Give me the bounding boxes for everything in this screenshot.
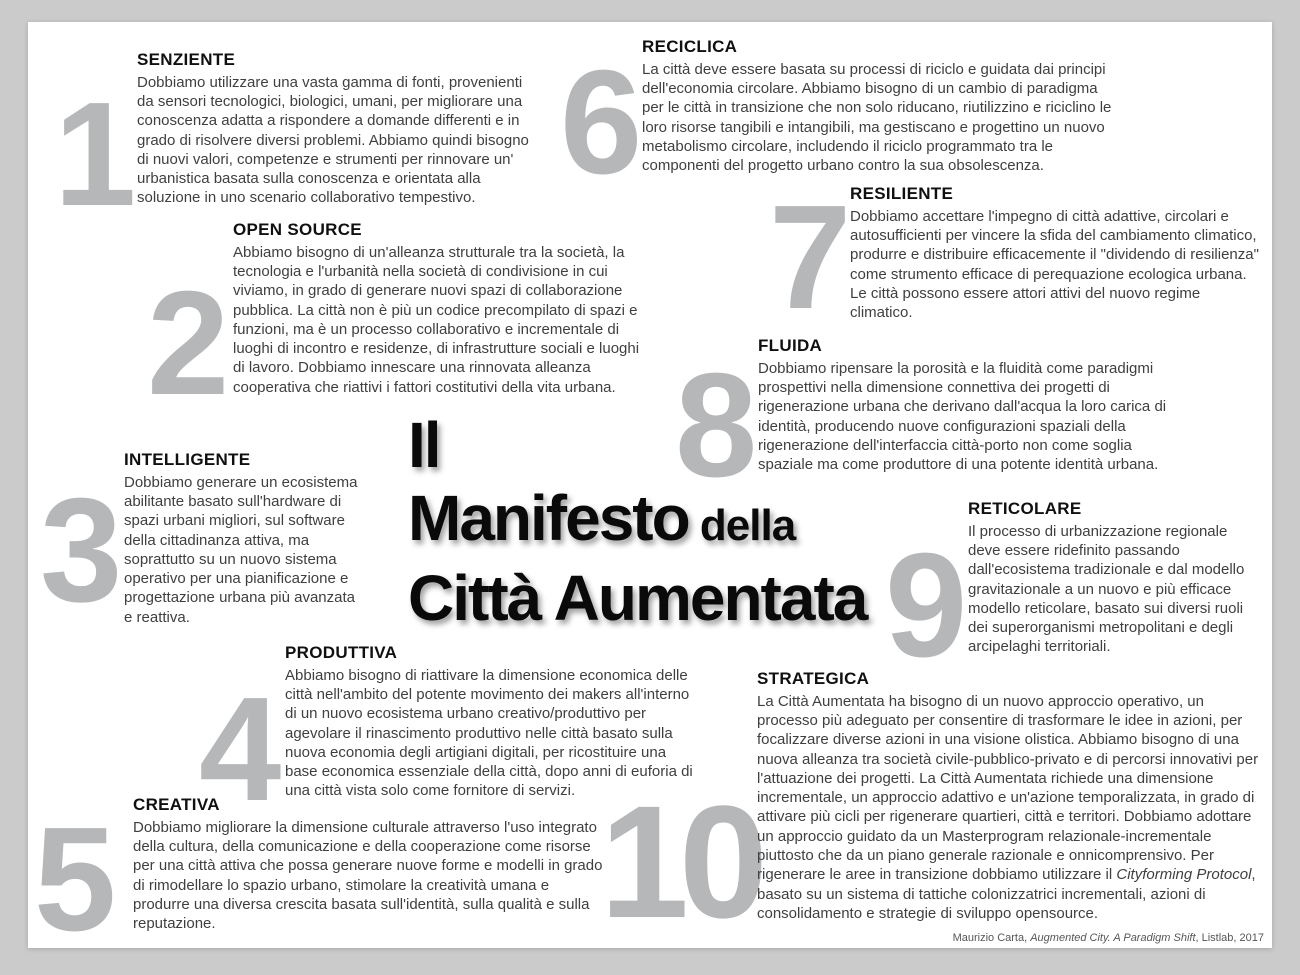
section-4-heading: PRODUTTIVA: [285, 643, 398, 662]
section-3-heading: INTELLIGENTE: [124, 450, 251, 469]
section-6-text: La città deve essere basata su processi di riciclo e guidata dai principi dell'economia circolare. Abbiamo bisogno di un cambio di paradigma per le città in transizione che non solo riducano, riutilizzino e riciclino le loro risorse tangibili e intangibili, ma gestiscano e progettino un nuovo metabolismo circolare, includendo il riciclo programmato tra le componenti del progetto urbano contro la sua obsolescenza.: [642, 60, 1112, 175]
poster-title-line-2: Manifesto della: [408, 482, 796, 554]
section-8-heading: FLUIDA: [758, 336, 823, 355]
poster-title-line-1: Il: [408, 409, 440, 481]
manifesto-poster: [28, 22, 1272, 962]
section-10: [757, 670, 1259, 923]
section-1-number: 1: [54, 72, 133, 237]
section-9-heading: RETICOLARE: [968, 499, 1082, 518]
section-3-number: 3: [40, 468, 119, 633]
section-3: [124, 451, 366, 627]
section-1-heading: SENZIENTE: [137, 50, 236, 69]
section-2-heading: OPEN SOURCE: [233, 220, 362, 239]
section-4: [285, 644, 701, 801]
section-7: [850, 185, 1266, 322]
section-6: [642, 38, 1116, 175]
section-5-text: Dobbiamo migliorare la dimensione culturale attraverso l'uso integrato della cultura, della comunicazione e della cooperazione come risorse per una città attiva che possa generare nuove forme e modelli in grado di rimodellare lo spazio urbano, stimolare la creatività umana e produrre una diversa crescita basata sull'identità, sulla qualità e sulla reputazione.: [133, 818, 603, 933]
attribution-author: Maurizio Carta,: [952, 932, 1031, 944]
section-9-text: Il processo di urbanizzazione regionale deve essere ridefinito passando dall'ecosistema tradizionale e dal modello gravitazionale a un nuovo e più efficace modello reticolare, basato sui diversi ruoli dei superorganismi metropolitani e degli arcipelaghi territoriali.: [968, 522, 1245, 656]
poster-title-line-3: Città Aumentata: [408, 562, 867, 634]
section-5-number: 5: [34, 797, 113, 962]
section-4-text: Abbiamo bisogno di riattivare la dimensione economica delle città nell'ambito del potente movimento dei makers all'interno di un nuovo ecosistema urbano creativo/produttivo per agevolare il rinascimento produttivo nelle città basato sulla nuova economia degli artigiani digitali, per ricostituire una base economica essenziale della città, dopo anni di euforia di una città vista solo come fornitore di servizi.: [285, 666, 693, 800]
attribution-publisher: , Listlab, 2017: [1195, 932, 1264, 944]
section-10-number: 10: [600, 772, 758, 951]
attribution-book-title: Augmented City. A Paradigm Shift: [1030, 932, 1196, 944]
section-10-text-start: La Città Aumentata ha bisogno di un nuovo approccio operativo, un processo più adeguato per consentire di trasformare le idee in azioni, per focalizzare diverse azioni in una visione olistica. Abbiamo bisogno di una nuova alleanza tra società civile-pubblico-privato e di percorsi innovativi per l'attuazione dei progetti. La Città Aumentata richiede una dimensione incrementale, un approccio adattivo e un'azione temporalizzata, in grado di attivare più cicli per rigenerare quartieri, città e territori. Dobbiamo adottare un approccio guidato da un Masterprogram relazionale-incrementale piuttosto che da un piano generale razionale e onnicomprensivo. Per rigenerare le aree in transizione dobbiamo utilizzare il: [757, 692, 1259, 884]
section-7-heading: RESILIENTE: [850, 184, 954, 203]
attribution-line: [953, 932, 1264, 944]
section-7-number: 7: [769, 175, 848, 340]
section-5-heading: CREATIVA: [133, 795, 220, 814]
section-1: [137, 51, 533, 208]
section-8-text: Dobbiamo ripensare la porosità e la fluidità come paradigmi prospettivi nella dimensione connettiva dei progetti di rigenerazione urbana che derivano dall'acqua la loro carica di identità, producendo nuove configurazioni spaziali della rigenerazione dell'interfaccia città-porto non come soglia spaziale ma come produttore di una potente identità urbana.: [758, 359, 1167, 474]
section-10-text-italic: Cityforming Protocol: [1116, 866, 1252, 884]
section-3-text: Dobbiamo generare un ecosistema abilitante basato sull'hardware di spazi urbani migliori, sul software della cittadinanza attiva, ma soprattutto su un nuovo sistema operativo per una pianificazione e progettazione urbana più avanzata e reattiva.: [124, 473, 358, 626]
section-6-number: 6: [560, 40, 639, 205]
section-2: [233, 221, 647, 397]
section-8-number: 8: [675, 343, 754, 508]
section-10-text: [757, 692, 1259, 924]
section-10-heading: STRATEGICA: [757, 669, 870, 688]
section-5: [133, 796, 605, 933]
section-9: [968, 500, 1252, 657]
section-6-heading: RECICLICA: [642, 37, 738, 56]
section-2-number: 2: [147, 261, 226, 426]
section-4-number: 4: [199, 667, 278, 832]
section-2-text: Abbiamo bisogno di un'alleanza strutturale tra la società, la tecnologia e l'urbanità nella società di condivisione in cui viviamo, in grado di generare nuovi spazi di collaborazione pubblica. La città non è più un codice precompilato di spazi e funzioni, ma è un processo collaborativo e incrementale di luoghi di incontro e residenze, di infrastrutture sociali e luoghi di lavoro. Dobbiamo innescare una rinnovata alleanza cooperativa che riattivi i fattori costitutivi della vita urbana.: [233, 243, 640, 396]
section-10-text-end: , basato su un sistema di tattiche colonizzatrici incrementali, azioni di consolidamento e strategie di sviluppo opensource.: [757, 866, 1256, 922]
section-9-number: 9: [885, 523, 964, 688]
poster-title: [408, 409, 866, 635]
section-1-text: Dobbiamo utilizzare una vasta gamma di fonti, provenienti da sensori tecnologici, biologici, umani, per migliorare una conoscenza adatta a rispondere a domande differenti e in grado di risolvere diversi problemi. Abbiamo quindi bisogno di nuovi valori, competenze e strumenti per rinnovare un' urbanistica basata sulla conoscenza e orientata alla soluzione in uno scenario collaborativo tempestivo.: [137, 73, 529, 207]
poster-title-della: della: [688, 501, 796, 550]
section-7-text: Dobbiamo accettare l'impegno di città adattive, circolari e autosufficienti per vincere la sfida del cambiamento climatico, produrre e distribuire efficacemente il "dividendo di resilienza" come strumento efficace di perequazione ecologica urbana. Le città possono essere attori attivi del nuovo regime climatico.: [850, 207, 1259, 322]
